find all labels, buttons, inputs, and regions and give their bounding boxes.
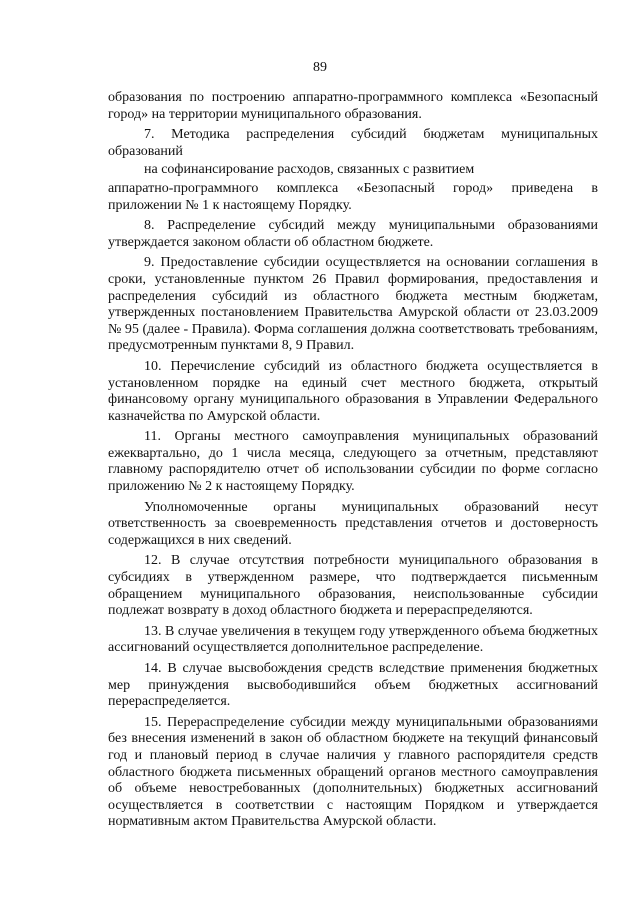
paragraph-12: 12. В случае отсутствия потребности муниципального образования в субсидиях в утвержденном размере, что подтверждается письменным обращением муниципального образования, неиспользованные субсидии подлежат возврату в доход областного бюджета и перераспределяются. bbox=[108, 553, 598, 619]
page-number: 89 bbox=[313, 60, 327, 75]
paragraph-15: 15. Перераспределение субсидии между муниципальными образованиями без внесения изменений в закон об областном бюджете на текущий финансовый год и плановый период в случае наличия у главного распорядителя средств областного бюджета письменных обращений органов местного самоуправления об объеме невостребованных (дополнительных) бюджетных ассигнований осуществляется в соответствии с настоящим Порядком и утверждается нормативным актом Правительства Амурской области. bbox=[108, 714, 598, 830]
paragraph-8: 8. Распределение субсидий между муниципальными образованиями утверждается законом области об областном бюджете. bbox=[108, 218, 598, 250]
paragraph-11: 11. Органы местного самоуправления муниципальных образований ежеквартально, до 1 числа месяца, следующего за отчетным, представляют главному распорядителю отчет об использовании субсидии по форме согласно приложению № 2 к настоящему Порядку. bbox=[108, 429, 598, 495]
paragraph-14: 14. В случае высвобождения средств вследствие применения бюджетных мер принуждения высвободившийся объем бюджетных ассигнований перераспределяется. bbox=[108, 661, 598, 710]
paragraph-continuation: образования по построению аппаратно-программного комплекса «Безопасный город» на территории муниципального образования. bbox=[108, 90, 598, 122]
paragraph-7-line: на софинансирование расходов, связанных с развитием bbox=[144, 162, 475, 178]
paragraph-13: 13. В случае увеличения в текущем году утвержденного объема бюджетных ассигнований осуществляется дополнительное распределение. bbox=[108, 623, 598, 656]
document-body bbox=[108, 90, 598, 835]
paragraph-7-body: аппаратно-программного комплекса «Безопасный город» приведена в приложении № 1 к настоящему Порядку. bbox=[108, 180, 598, 213]
paragraph-9: 9. Предоставление субсидии осуществляется на основании соглашения в сроки, установленные пунктом 26 Правил формирования, предоставления и распределения субсидий из областного бюджета местным бюджетам, утвержденных постановлением Правительства Амурской области от 23.03.2009 № 95 (далее - Правила). Форма соглашения должна соответствовать требованиям, предусмотренным пунктами 8, 9 Правил. bbox=[108, 255, 598, 354]
paragraph-7-heading: 7. Методика распределения субсидий бюджетам муниципальных образований bbox=[108, 127, 598, 159]
paragraph-10: 10. Перечисление субсидий из областного бюджета осуществляется в установленном порядке на единый счет местного бюджета, открытый финансовому органу муниципального образования в Управлении Федерального казначейства по Амурской области. bbox=[108, 358, 598, 424]
paragraph-11-responsibility: Уполномоченные органы муниципальных образований несут ответственность за своевременность представления отчетов и достоверность содержащихся в них сведений. bbox=[108, 499, 598, 548]
